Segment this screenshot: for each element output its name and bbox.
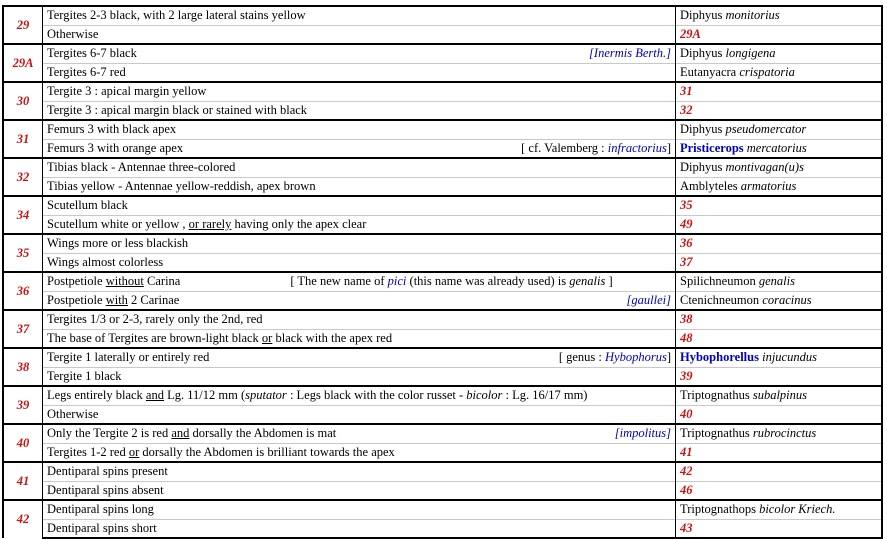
inline-note-a: (	[240, 388, 246, 403]
couplet-result	[676, 329, 883, 348]
couplet-result	[676, 272, 883, 291]
note-suffix: ]	[666, 350, 671, 365]
species-name: coracinus	[762, 292, 812, 307]
next-couplet-link[interactable]: 39	[680, 368, 693, 383]
next-couplet-link[interactable]: 29A	[680, 26, 701, 41]
genus-name: Spilichneumon	[680, 274, 756, 289]
couplet-result	[676, 120, 883, 139]
genus-name: Ctenichneumon	[680, 292, 760, 307]
couplet-description	[43, 158, 676, 177]
key-row	[3, 44, 882, 63]
couplet-description	[43, 6, 676, 25]
couplet-description	[43, 25, 676, 44]
species-name: montivagan(u)s	[725, 160, 804, 175]
synonym-note	[521, 140, 671, 157]
key-row	[3, 310, 882, 329]
key-row	[3, 139, 882, 158]
species-name: armatorius	[740, 178, 797, 193]
note-taxon: Hybophorus	[605, 350, 667, 365]
line-text: Wings almost colorless	[47, 254, 164, 269]
key-row	[3, 443, 882, 462]
key-row	[3, 234, 882, 253]
species-name: pseudomercator	[725, 122, 807, 137]
key-row	[3, 481, 882, 500]
key-row	[3, 215, 882, 234]
couplet-result	[676, 101, 883, 120]
couplet-description	[43, 329, 676, 348]
line-text-end: Lg. 11/12 mm	[163, 388, 241, 403]
line-text-start: Postpetiole	[47, 274, 106, 289]
genus-name: Triptognathops	[680, 502, 756, 517]
line-text: Dentiparal spins long	[47, 502, 154, 517]
genus-name: Diphyus	[680, 46, 723, 61]
couplet-result	[676, 6, 883, 25]
couplet-result	[676, 158, 883, 177]
couplet-number: 35	[3, 234, 43, 272]
line-text: Femurs 3 with orange apex	[47, 140, 184, 155]
couplet-description	[43, 120, 676, 139]
couplet-result	[676, 405, 883, 424]
inline-note	[241, 388, 588, 402]
couplet-description	[43, 481, 676, 500]
couplet-description	[43, 196, 676, 215]
couplet-result	[676, 462, 883, 481]
line-text: Tergite 1 laterally or entirely red	[47, 350, 210, 365]
key-row	[3, 329, 882, 348]
couplet-result	[676, 139, 883, 158]
genus-name: Diphyus	[680, 8, 723, 23]
couplet-result	[676, 291, 883, 310]
couplet-result	[676, 25, 883, 44]
couplet-number: 29	[3, 6, 43, 44]
couplet-number: 39	[3, 386, 43, 424]
key-row	[3, 500, 882, 519]
couplet-description	[43, 405, 676, 424]
genus-name: Eutanyacra	[680, 64, 737, 79]
line-text: Femurs 3 with black apex	[47, 122, 177, 137]
next-couplet-link[interactable]: 41	[680, 444, 693, 459]
couplet-result	[676, 44, 883, 63]
next-couplet-link[interactable]: 37	[680, 254, 693, 269]
couplet-number: 32	[3, 158, 43, 196]
key-row	[3, 120, 882, 139]
note-prefix: [ genus :	[558, 350, 606, 365]
key-row	[3, 25, 882, 44]
synonym-note: [impolitus]	[614, 426, 671, 441]
couplet-description	[43, 101, 676, 120]
next-couplet-link[interactable]: 42	[680, 464, 693, 479]
couplet-number: 30	[3, 82, 43, 120]
line-text-emphasis: or	[128, 444, 140, 459]
key-row	[3, 6, 882, 25]
line-text: Tergites 1/3 or 2-3, rarely only the 2nd, red	[47, 312, 263, 327]
couplet-description	[43, 462, 676, 481]
line-text-end: black with the apex red	[272, 330, 393, 345]
line-text: Wings more or less blackish	[47, 236, 189, 251]
couplet-result	[676, 253, 883, 272]
genus-name: Triptognathus	[680, 426, 750, 441]
couplet-result	[676, 367, 883, 386]
couplet-number: 38	[3, 348, 43, 386]
genus-name: Diphyus	[680, 122, 723, 137]
couplet-description	[43, 367, 676, 386]
species-name: mercatorius	[746, 140, 807, 155]
synonym-note: [Inermis Berth.]	[589, 46, 671, 61]
couplet-result	[676, 443, 883, 462]
inline-note-c: (this name was already used) is	[406, 274, 570, 289]
key-row	[3, 63, 882, 82]
key-row	[3, 177, 882, 196]
species-name: subalpinus	[752, 388, 808, 403]
couplet-result	[676, 82, 883, 101]
couplet-number: 31	[3, 120, 43, 158]
line-text-emphasis: and	[145, 388, 164, 403]
line-text-start: Legs entirely black	[47, 388, 146, 403]
inline-note-e: : Lg. 16/17 mm)	[502, 388, 588, 403]
line-text-end: having only the apex clear	[231, 216, 367, 231]
species-name: monitorius	[725, 8, 780, 23]
couplet-description	[43, 44, 676, 63]
note-prefix: [ cf. Valemberg :	[521, 140, 608, 155]
next-couplet-link[interactable]: 46	[680, 482, 693, 497]
couplet-number: 42	[3, 500, 43, 538]
couplet-description	[43, 519, 676, 538]
couplet-result	[676, 177, 883, 196]
couplet-number: 37	[3, 310, 43, 348]
identification-key-table	[2, 5, 883, 539]
couplet-description	[43, 139, 676, 158]
couplet-result	[676, 500, 883, 519]
line-text-emphasis: or	[261, 330, 273, 345]
line-text: Tergites 6-7 red	[47, 64, 126, 79]
line-text-start: Only the Tergite 2 is red	[47, 426, 172, 441]
couplet-result	[676, 215, 883, 234]
inline-note	[290, 274, 612, 288]
line-text: Tergite 3 : apical margin yellow	[47, 84, 207, 99]
line-text-end: dorsally the Abdomen is brilliant towards the apex	[139, 444, 395, 459]
line-text-emphasis: without	[105, 274, 144, 289]
line-text: Dentiparal spins absent	[47, 482, 164, 497]
inline-note-c: : Legs black with the color russet -	[286, 388, 467, 403]
key-row	[3, 367, 882, 386]
key-row	[3, 348, 882, 367]
line-text-end: 2 Carinae	[127, 292, 180, 307]
line-text: Tergite 3 : apical margin black or stained with black	[47, 102, 308, 117]
couplet-number: 29A	[3, 44, 43, 82]
line-text-start: Tergites 1-2 red	[47, 444, 129, 459]
synonym-note: [gaullei]	[626, 292, 671, 307]
line-text: Tergites 2-3 black, with 2 large lateral stains yellow	[47, 8, 306, 23]
couplet-description	[43, 443, 676, 462]
couplet-description	[43, 253, 676, 272]
line-text: Tibias black - Antennae three-colored	[47, 160, 236, 175]
genus-name: Amblyteles	[680, 178, 738, 193]
couplet-result	[676, 424, 883, 443]
genus-name: Pristicerops	[680, 140, 744, 155]
line-text-start: The base of Tergites are brown-light black	[47, 330, 262, 345]
inline-note-e: ]	[605, 274, 613, 289]
key-row	[3, 291, 882, 310]
couplet-result	[676, 519, 883, 538]
note-taxon: infractorius	[607, 140, 667, 155]
couplet-number: 36	[3, 272, 43, 310]
couplet-description	[43, 82, 676, 101]
line-text-end: dorsally the Abdomen is mat	[189, 426, 337, 441]
inline-note-taxon: pici	[387, 274, 407, 289]
next-couplet-link[interactable]: 35	[680, 198, 693, 213]
inline-note-taxon: genalis	[569, 274, 606, 289]
line-text: Otherwise	[47, 406, 99, 421]
inline-note-taxon: sputator	[245, 388, 287, 403]
couplet-number: 41	[3, 462, 43, 500]
genus-name: Diphyus	[680, 160, 723, 175]
key-row	[3, 253, 882, 272]
couplet-description	[43, 63, 676, 82]
couplet-description	[43, 500, 676, 519]
couplet-result	[676, 481, 883, 500]
couplet-description	[43, 348, 676, 367]
species-name: injucundus	[762, 350, 817, 365]
next-couplet-link[interactable]: 48	[680, 330, 693, 345]
note-suffix: ]	[666, 140, 671, 155]
line-text-emphasis: or rarely	[188, 216, 232, 231]
inline-note-taxon: bicolor	[466, 388, 503, 403]
key-body	[3, 6, 882, 538]
line-text: Tergite 1 black	[47, 368, 122, 383]
next-couplet-link[interactable]: 38	[680, 312, 693, 327]
species-name: genalis	[758, 274, 795, 289]
couplet-result	[676, 310, 883, 329]
next-couplet-link[interactable]: 49	[680, 216, 693, 231]
line-text-emphasis: and	[171, 426, 190, 441]
couplet-result	[676, 386, 883, 405]
line-text: Tibias yellow - Antennae yellow-reddish, apex brown	[47, 178, 316, 193]
key-row	[3, 272, 882, 291]
next-couplet-link[interactable]: 31	[680, 84, 693, 99]
species-name: crispatoria	[739, 64, 795, 79]
line-text: Otherwise	[47, 26, 99, 41]
line-text-start: Postpetiole	[47, 292, 106, 307]
line-text: Dentiparal spins present	[47, 464, 168, 479]
species-name: bicolor Kriech.	[759, 502, 836, 517]
couplet-description	[43, 310, 676, 329]
couplet-description	[43, 272, 676, 291]
key-row	[3, 158, 882, 177]
line-text: Dentiparal spins short	[47, 520, 157, 535]
key-row	[3, 101, 882, 120]
genus-name: Triptognathus	[680, 388, 750, 403]
key-row	[3, 462, 882, 481]
next-couplet-link[interactable]: 36	[680, 236, 693, 251]
next-couplet-link[interactable]: 43	[680, 520, 693, 535]
inline-note-a: [ The new name of	[290, 274, 388, 289]
couplet-result	[676, 63, 883, 82]
line-text-emphasis: with	[105, 292, 128, 307]
key-row	[3, 424, 882, 443]
line-text: Tergites 6-7 black	[47, 46, 137, 61]
next-couplet-link[interactable]: 32	[680, 102, 693, 117]
couplet-description	[43, 386, 676, 405]
couplet-description	[43, 424, 676, 443]
key-row	[3, 386, 882, 405]
species-name: longigena	[725, 46, 776, 61]
couplet-description	[43, 177, 676, 196]
line-text-start: Scutellum white or yellow ,	[47, 216, 189, 231]
couplet-description	[43, 234, 676, 253]
key-row	[3, 196, 882, 215]
couplet-number: 40	[3, 424, 43, 462]
synonym-note	[559, 349, 671, 366]
couplet-description	[43, 291, 676, 310]
couplet-result	[676, 196, 883, 215]
key-row	[3, 519, 882, 538]
couplet-description	[43, 215, 676, 234]
next-couplet-link[interactable]: 40	[680, 406, 693, 421]
line-text-end: Carina	[143, 274, 181, 289]
genus-name: Hybophorellus	[680, 350, 759, 365]
couplet-number: 34	[3, 196, 43, 234]
couplet-result	[676, 234, 883, 253]
species-name: rubrocinctus	[752, 426, 817, 441]
key-row	[3, 405, 882, 424]
line-text: Scutellum black	[47, 198, 128, 213]
key-row	[3, 82, 882, 101]
couplet-result	[676, 348, 883, 367]
